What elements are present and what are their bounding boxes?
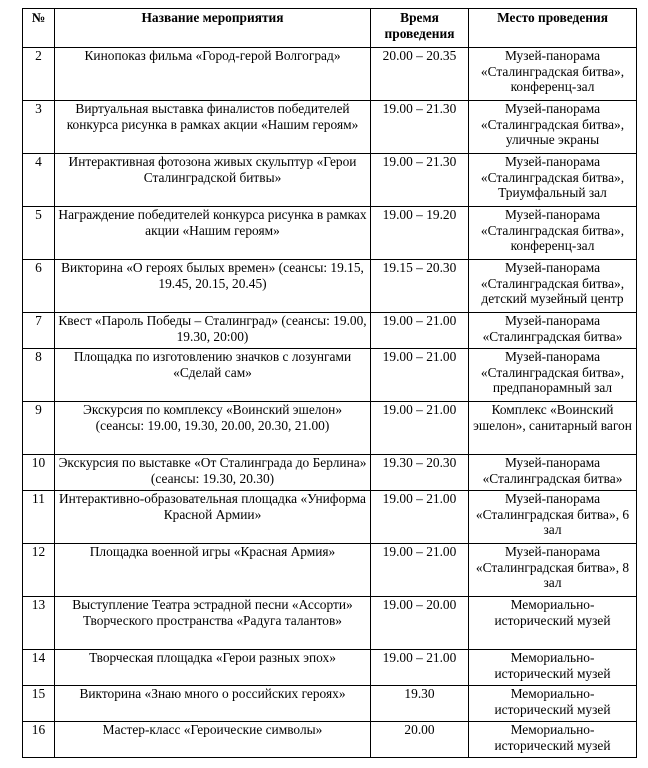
event-name: Викторина «О героях былых времен» (сеансы: 19.15, 19.45, 20.15, 20.45): [55, 260, 371, 313]
event-time: 19.00 – 21.00: [371, 491, 469, 544]
event-time: 19.00 – 20.00: [371, 597, 469, 650]
event-place: Музей-панорама «Сталинградская битва», конференц-зал: [469, 48, 637, 101]
table-row: [23, 101, 637, 154]
event-time: 20.00: [371, 722, 469, 758]
header-num: №: [23, 9, 55, 48]
row-number: 8: [23, 349, 55, 402]
event-name: Площадка по изготовлению значков с лозунгами «Сделай сам»: [55, 349, 371, 402]
event-name: Экскурсия по выставке «От Сталинграда до Берлина» (сеансы: 19.30, 20.30): [55, 455, 371, 491]
event-name: Квест «Пароль Победы – Сталинград» (сеансы: 19.00, 19.30, 20:00): [55, 313, 371, 349]
event-name: Викторина «Знаю много о российских героях»: [55, 686, 371, 722]
event-time: 19.00 – 21.30: [371, 154, 469, 207]
event-name: Творческая площадка «Герои разных эпох»: [55, 650, 371, 686]
row-number: 6: [23, 260, 55, 313]
row-number: 3: [23, 101, 55, 154]
event-place: Мемориально-исторический музей: [469, 722, 637, 758]
table-body: [23, 48, 637, 758]
event-place: Музей-панорама «Сталинградская битва», детский музейный центр: [469, 260, 637, 313]
table-row: [23, 544, 637, 597]
event-name: Интерактивная фотозона живых скульптур «Герои Сталинградской битвы»: [55, 154, 371, 207]
event-place: Музей-панорама «Сталинградская битва», 6 зал: [469, 491, 637, 544]
row-number: 9: [23, 402, 55, 455]
row-number: 10: [23, 455, 55, 491]
row-number: 4: [23, 154, 55, 207]
event-place: Музей-панорама «Сталинградская битва»: [469, 455, 637, 491]
table-row: [23, 491, 637, 544]
header-time: Время проведения: [371, 9, 469, 48]
header-row: [23, 9, 637, 48]
row-number: 16: [23, 722, 55, 758]
event-time: 19.00 – 19.20: [371, 207, 469, 260]
event-name: Экскурсия по комплексу «Воинский эшелон» (сеансы: 19.00, 19.30, 20.00, 20.30, 21.00): [55, 402, 371, 455]
row-number: 14: [23, 650, 55, 686]
event-time: 19.00 – 21.00: [371, 349, 469, 402]
table-row: [23, 260, 637, 313]
event-time: 19.15 – 20.30: [371, 260, 469, 313]
event-place: Комплекс «Воинский эшелон», санитарный вагон: [469, 402, 637, 455]
row-number: 13: [23, 597, 55, 650]
row-number: 5: [23, 207, 55, 260]
event-time: 19.00 – 21.00: [371, 402, 469, 455]
event-place: Мемориально-исторический музей: [469, 650, 637, 686]
row-number: 11: [23, 491, 55, 544]
event-name: Награждение победителей конкурса рисунка в рамках акции «Нашим героям»: [55, 207, 371, 260]
table-row: [23, 722, 637, 758]
event-time: 19.00 – 21.00: [371, 544, 469, 597]
event-name: Виртуальная выставка финалистов победителей конкурса рисунка в рамках акции «Нашим героям»: [55, 101, 371, 154]
table-row: [23, 349, 637, 402]
row-number: 7: [23, 313, 55, 349]
event-name: Площадка военной игры «Красная Армия»: [55, 544, 371, 597]
table-row: [23, 402, 637, 455]
table-row: [23, 455, 637, 491]
table-row: [23, 207, 637, 260]
event-place: Музей-панорама «Сталинградская битва», конференц-зал: [469, 207, 637, 260]
event-name: Кинопоказ фильма «Город-герой Волгоград»: [55, 48, 371, 101]
event-place: Музей-панорама «Сталинградская битва», уличные экраны: [469, 101, 637, 154]
table-row: [23, 650, 637, 686]
event-time: 19.30: [371, 686, 469, 722]
table-row: [23, 154, 637, 207]
table-row: [23, 48, 637, 101]
event-place: Мемориально-исторический музей: [469, 686, 637, 722]
header-place: Место проведения: [469, 9, 637, 48]
events-table: [22, 8, 637, 758]
row-number: 15: [23, 686, 55, 722]
event-name: Выступление Театра эстрадной песни «Ассорти» Творческого пространства «Радуга талантов»: [55, 597, 371, 650]
table-row: [23, 313, 637, 349]
event-place: Музей-панорама «Сталинградская битва», предпанорамный зал: [469, 349, 637, 402]
event-time: 19.30 – 20.30: [371, 455, 469, 491]
table-row: [23, 597, 637, 650]
event-time: 19.00 – 21.00: [371, 313, 469, 349]
event-name: Мастер-класс «Героические символы»: [55, 722, 371, 758]
row-number: 2: [23, 48, 55, 101]
table-header: [23, 9, 637, 48]
event-place: Музей-панорама «Сталинградская битва», 8 зал: [469, 544, 637, 597]
event-time: 19.00 – 21.00: [371, 650, 469, 686]
event-time: 20.00 – 20.35: [371, 48, 469, 101]
event-place: Музей-панорама «Сталинградская битва»: [469, 313, 637, 349]
event-place: Мемориально-исторический музей: [469, 597, 637, 650]
table-row: [23, 686, 637, 722]
header-name: Название мероприятия: [55, 9, 371, 48]
event-place: Музей-панорама «Сталинградская битва», Триумфальный зал: [469, 154, 637, 207]
event-time: 19.00 – 21.30: [371, 101, 469, 154]
event-name: Интерактивно-образовательная площадка «Униформа Красной Армии»: [55, 491, 371, 544]
row-number: 12: [23, 544, 55, 597]
